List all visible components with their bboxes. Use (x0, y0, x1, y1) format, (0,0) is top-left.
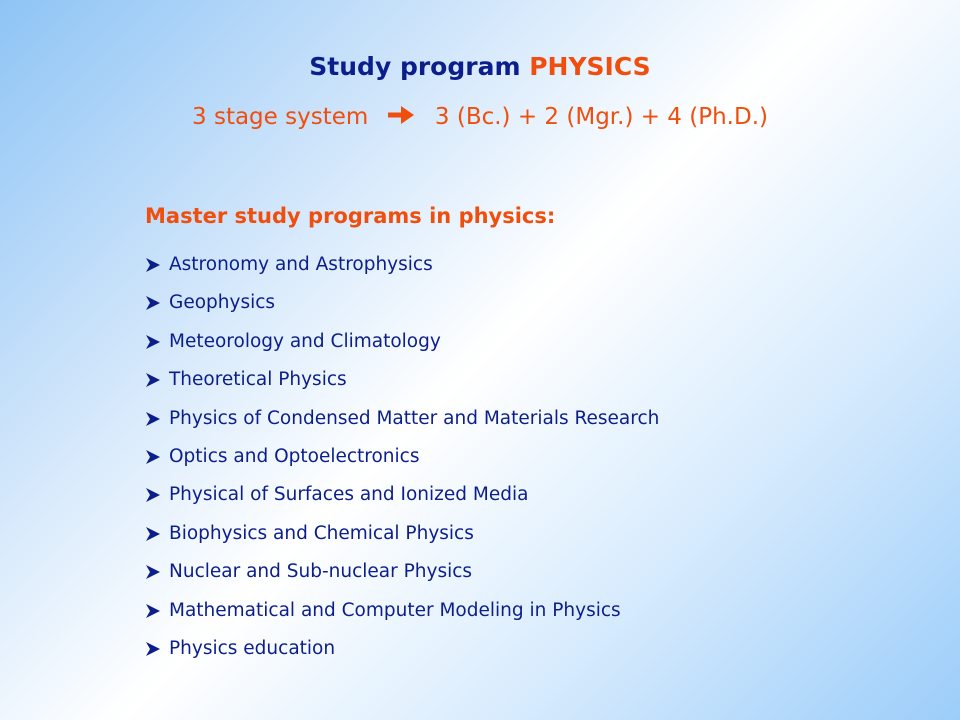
program-label: Geophysics (169, 292, 276, 314)
subtitle-left: 3 stage system (192, 104, 369, 130)
list-item (145, 331, 659, 369)
arrowhead-bullet-icon (145, 369, 169, 388)
list-item (145, 254, 659, 292)
arrowhead-bullet-icon (145, 292, 169, 311)
section-heading: Master study programs in physics: (145, 204, 556, 228)
subtitle-right: 3 (Bc.) + 2 (Mgr.) + 4 (Ph.D.) (434, 104, 768, 130)
program-label: Nuclear and Sub-nuclear Physics (169, 561, 473, 583)
title-accent: PHYSICS (529, 52, 651, 81)
list-item (145, 523, 659, 561)
list-item (145, 600, 659, 638)
list-item (145, 484, 659, 522)
title-main: Study program (309, 52, 530, 81)
list-item (145, 292, 659, 330)
right-arrow-icon (388, 104, 414, 130)
arrowhead-bullet-icon (145, 408, 169, 427)
page-title (0, 52, 960, 81)
program-label: Astronomy and Astrophysics (169, 254, 433, 275)
arrowhead-bullet-icon (145, 331, 169, 350)
program-label: Biophysics and Chemical Physics (169, 522, 474, 544)
arrowhead-bullet-icon (145, 561, 169, 580)
program-label: Mathematical and Computer Modeling in Physics (169, 599, 621, 621)
list-item (145, 446, 659, 484)
program-label: Physics education (169, 637, 336, 659)
program-list (145, 254, 659, 676)
arrowhead-bullet-icon (145, 254, 169, 273)
list-item (145, 561, 659, 599)
arrowhead-bullet-icon (145, 600, 169, 619)
subtitle (0, 104, 960, 130)
arrowhead-bullet-icon (145, 523, 169, 542)
list-item (145, 408, 659, 446)
program-label: Physics of Condensed Matter and Materials Research (169, 407, 660, 429)
arrowhead-bullet-icon (145, 484, 169, 503)
list-item (145, 638, 659, 676)
program-label: Meteorology and Climatology (169, 330, 441, 352)
program-label: Theoretical Physics (169, 369, 347, 391)
program-label: Optics and Optoelectronics (169, 445, 420, 467)
list-item (145, 369, 659, 407)
arrowhead-bullet-icon (145, 446, 169, 465)
program-label: Physical of Surfaces and Ionized Media (169, 484, 529, 506)
arrowhead-bullet-icon (145, 638, 169, 657)
